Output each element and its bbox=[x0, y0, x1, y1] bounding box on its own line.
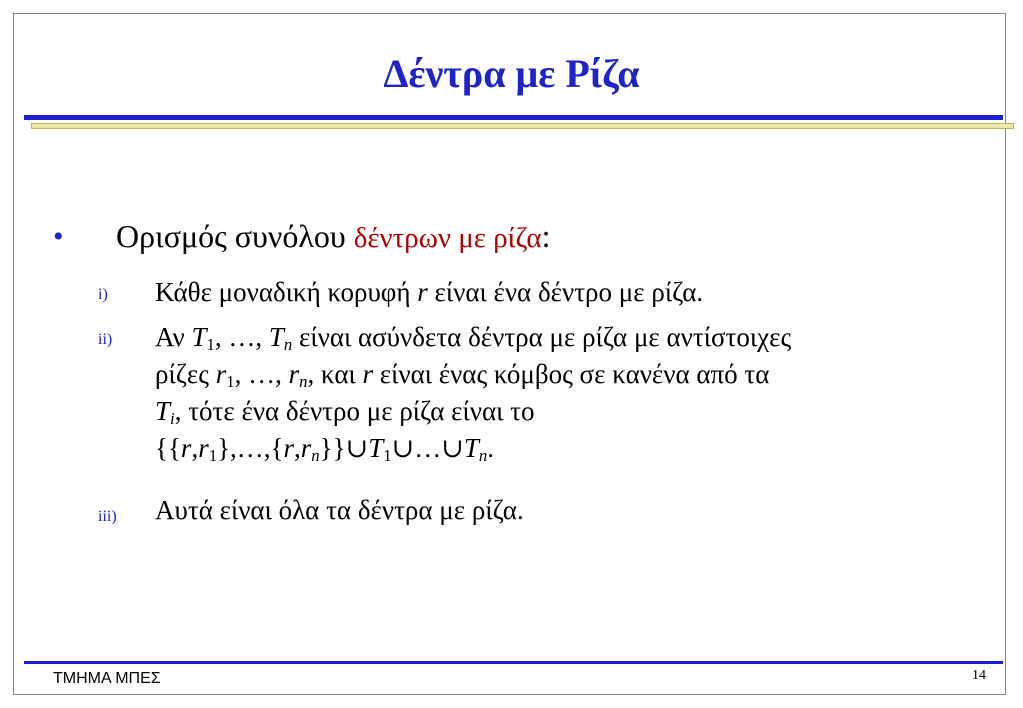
item-marker-ii: ii) bbox=[98, 331, 113, 348]
definition-heading bbox=[116, 214, 551, 260]
item-iii: Αυτά είναι όλα τα δέντρα με ρίζα. bbox=[155, 495, 524, 525]
title-underline bbox=[24, 115, 1003, 120]
item-marker-i: i) bbox=[98, 286, 108, 303]
footer-department: ΤΜΗΜΑ ΜΠΕΣ bbox=[53, 670, 161, 687]
page-number: 14 bbox=[972, 668, 986, 683]
bullet-icon: • bbox=[53, 220, 64, 253]
heading-highlight: δέντρων με ρίζα bbox=[353, 222, 542, 254]
title-underline-accent bbox=[31, 123, 1014, 129]
item-i: Κάθε μοναδική κορυφή r είναι ένα δέντρο με ρίζα. bbox=[155, 277, 704, 307]
item-marker-iii: iii) bbox=[98, 508, 117, 525]
slide-title: Δέντρα με Ρίζα bbox=[383, 51, 640, 96]
footer-rule bbox=[24, 661, 1003, 664]
heading-colon: : bbox=[541, 218, 551, 254]
item-ii: Αν $T_1$, …, $T_n$ είναι ασύνδετα δέντρα με ρίζα με αντίστοιχες ρίζες $r_1$, …, $r_n$, και r είναι ένας κόμβος σε κανένα από τα $T_i$, τότε ένα δέντρο με ρίζα είναι το $\{\{r,r_1\},\dots,\{r,r_n\}\}\cup T_1\cup\dots\cup T_n$. bbox=[155, 322, 792, 466]
heading-text: Ορισμός συνόλου bbox=[116, 218, 354, 254]
